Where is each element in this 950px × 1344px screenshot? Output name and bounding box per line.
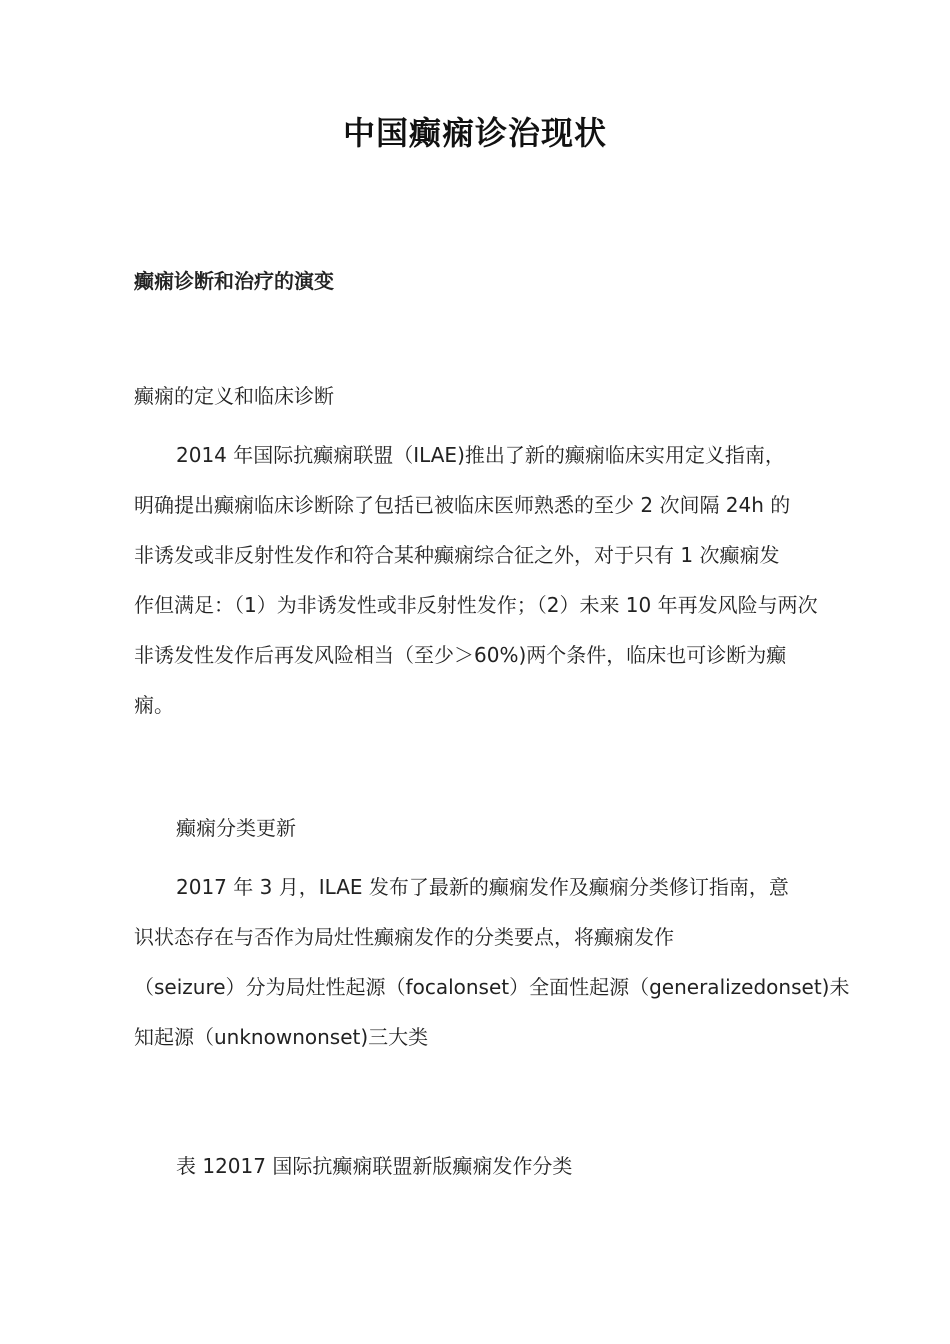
paragraph-line: 非诱发性发作后再发风险相当（至少＞60%)两个条件，临床也可诊断为癫 bbox=[134, 643, 787, 667]
page-title: 中国癫痫诊治现状 bbox=[342, 114, 607, 152]
paragraph-line: 识状态存在与否作为局灶性癫痫发作的分类要点，将癫痫发作 bbox=[134, 925, 674, 949]
paragraph-line: （seizure）分为局灶性起源（focalonset）全面性起源（generalizedonset)未 bbox=[134, 975, 850, 999]
subsection-heading-classification: 癫痫分类更新 bbox=[176, 816, 296, 840]
paragraph-line: 非诱发或非反射性发作和符合某种癫痫综合征之外，对于只有 1 次癫痫发 bbox=[134, 543, 780, 567]
paragraph-line: 知起源（unknownonset)三大类 bbox=[134, 1025, 429, 1049]
paragraph-line: 作但满足：（1）为非诱发性或非反射性发作；（2）未来 10 年再发风险与两次 bbox=[134, 593, 818, 617]
table-caption: 表 12017 国际抗癫痫联盟新版癫痫发作分类 bbox=[176, 1154, 573, 1178]
paragraph-line: 明确提出癫痫临床诊断除了包括已被临床医师熟悉的至少 2 次间隔 24h 的 bbox=[134, 493, 791, 517]
subsection-heading-definition: 癫痫的定义和临床诊断 bbox=[134, 384, 334, 408]
paragraph-definition bbox=[134, 430, 824, 730]
section-heading: 癫痫诊断和治疗的演变 bbox=[134, 269, 334, 293]
paragraph-line: 2017 年 3 月，ILAE 发布了最新的癫痫发作及癫痫分类修订指南，意 bbox=[176, 875, 789, 899]
paragraph-classification bbox=[134, 862, 850, 1062]
paragraph-line: 痫。 bbox=[134, 693, 174, 717]
paragraph-line: 2014 年国际抗癫痫联盟（ILAE)推出了新的癫痫临床实用定义指南， bbox=[176, 443, 785, 467]
